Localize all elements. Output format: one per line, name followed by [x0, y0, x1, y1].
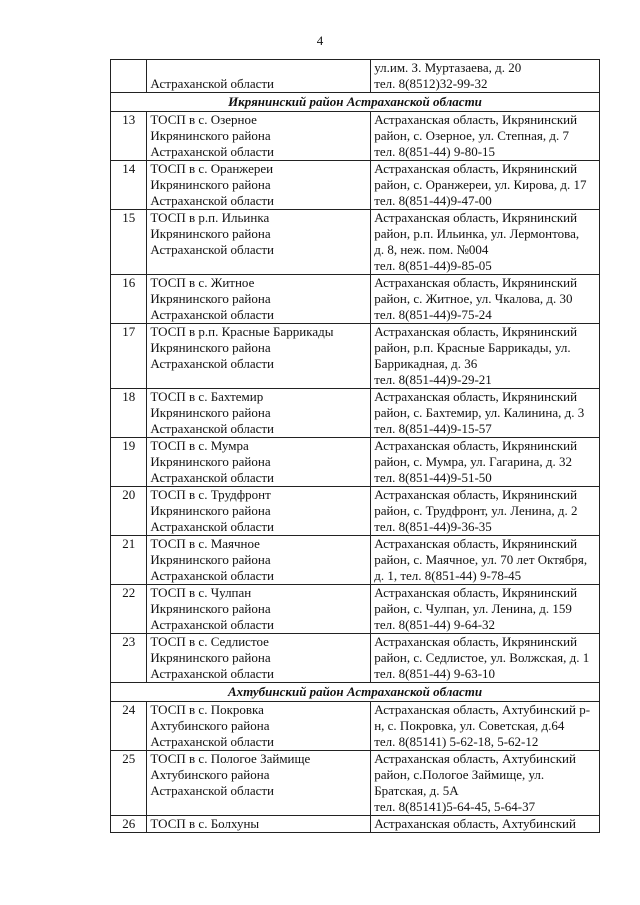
office-address-cell [371, 634, 600, 683]
office-address-cell [371, 210, 600, 275]
office-name-line: Астраханской области [150, 617, 274, 632]
office-address-line: тел. 8(85141) 5-62-18, 5-62-12 [374, 734, 539, 749]
office-address-line: Астраханская область, Икрянинский [374, 487, 578, 502]
office-address-cell [371, 275, 600, 324]
office-name-cell [147, 585, 371, 634]
row-number: 14 [111, 161, 147, 210]
office-address-line: н, с. Покровка, ул. Советская, д.64 [374, 718, 565, 733]
table-row [111, 585, 600, 634]
office-name-line: ТОСП в с. Бахтемир [150, 389, 264, 404]
table-row [111, 275, 600, 324]
row-number: 19 [111, 438, 147, 487]
row-number: 20 [111, 487, 147, 536]
row-number: 15 [111, 210, 147, 275]
office-name-line: ТОСП в с. Трудфронт [150, 487, 271, 502]
office-name-line: Икрянинского района [150, 650, 271, 665]
row-number: 17 [111, 324, 147, 389]
office-name-line: ТОСП в с. Оранжереи [150, 161, 274, 176]
office-address-cell [371, 751, 600, 816]
office-address-cell [371, 389, 600, 438]
office-address-line: район, с. Трудфронт, ул. Ленина, д. 2 [374, 503, 578, 518]
table-row [111, 751, 600, 816]
office-name-line: Икрянинского района [150, 340, 271, 355]
office-name-cell [147, 702, 371, 751]
row-number: 21 [111, 536, 147, 585]
office-address-cell [371, 438, 600, 487]
row-number: 26 [111, 816, 147, 833]
office-address-line: тел. 8(851-44)9-47-00 [374, 193, 492, 208]
office-name-line: Астраханской области [150, 666, 274, 681]
office-address-line: тел. 8(851-44) 9-63-10 [374, 666, 496, 681]
office-name-line: Астраханской области [150, 421, 274, 436]
office-name-line: Астраханской области [150, 568, 274, 583]
row-number: 24 [111, 702, 147, 751]
office-name-line: Астраханской области [150, 144, 274, 159]
office-name-line: Икрянинского района [150, 128, 271, 143]
office-address-line: тел. 8(851-44)9-85-05 [374, 258, 492, 273]
row-number: 16 [111, 275, 147, 324]
office-name-line: ТОСП в с. Покровка [150, 702, 264, 717]
office-name-line: ТОСП в р.п. Ильинка [150, 210, 270, 225]
office-name-cell [147, 275, 371, 324]
office-address-line: район, с. Мумра, ул. Гагарина, д. 32 [374, 454, 572, 469]
office-address-cell [371, 60, 600, 93]
office-name-cell [147, 161, 371, 210]
office-name-cell [147, 438, 371, 487]
office-address-line: район, р.п. Красные Баррикады, ул. [374, 340, 571, 355]
office-name-cell [147, 112, 371, 161]
row-number: 23 [111, 634, 147, 683]
office-address-line: район, с. Оранжереи, ул. Кирова, д. 17 [374, 177, 587, 192]
table-row [111, 60, 600, 93]
office-address-cell [371, 112, 600, 161]
table-row [111, 161, 600, 210]
table-row [111, 438, 600, 487]
table-row [111, 324, 600, 389]
office-name-line: Икрянинского района [150, 503, 271, 518]
office-name-cell [147, 536, 371, 585]
office-name-line: Астраханской области [150, 307, 274, 322]
office-address-cell [371, 161, 600, 210]
office-address-line: тел. 8(851-44) 9-64-32 [374, 617, 496, 632]
office-address-line: Братская, д. 5А [374, 783, 459, 798]
row-number: 25 [111, 751, 147, 816]
office-address-line: тел. 8(8512)32-99-32 [374, 76, 488, 91]
office-address-line: Астраханская область, Икрянинский [374, 536, 578, 551]
office-name-cell [147, 389, 371, 438]
section-title: Ахтубинский район Астраханской области [111, 683, 600, 702]
office-name-line: ТОСП в с. Чулпан [150, 585, 252, 600]
office-address-cell [371, 536, 600, 585]
office-address-cell [371, 585, 600, 634]
office-address-line: ул.им. З. Муртазаева, д. 20 [374, 60, 522, 75]
section-header-row [111, 683, 600, 702]
office-name-cell [147, 210, 371, 275]
office-name-cell [147, 816, 371, 833]
office-address-line: район, с. Седлистое, ул. Волжская, д. 1 [374, 650, 590, 665]
office-address-line: район, с. Житное, ул. Чкалова, д. 30 [374, 291, 573, 306]
table-row [111, 389, 600, 438]
row-number: 18 [111, 389, 147, 438]
office-name-cell [147, 634, 371, 683]
office-name-line: Астраханской области [150, 734, 274, 749]
office-address-line: район, с. Чулпан, ул. Ленина, д. 159 [374, 601, 572, 616]
office-address-line: Астраханская область, Икрянинский [374, 112, 578, 127]
office-name-line: Икрянинского района [150, 177, 271, 192]
office-address-cell [371, 487, 600, 536]
office-name-line: ТОСП в с. Болхуны [150, 816, 260, 831]
office-address-line: Астраханская область, Икрянинский [374, 389, 578, 404]
office-address-line: Астраханская область, Ахтубинский [374, 751, 576, 766]
office-name-line: ТОСП в с. Седлистое [150, 634, 269, 649]
office-name-line: Ахтубинского района [150, 767, 270, 782]
office-name-cell [147, 324, 371, 389]
office-address-line: Астраханская область, Икрянинский [374, 324, 578, 339]
office-address-cell [371, 702, 600, 751]
office-name-line: ТОСП в с. Мумра [150, 438, 249, 453]
office-address-line: тел. 8(851-44)9-51-50 [374, 470, 492, 485]
office-name-line [150, 60, 367, 76]
office-name-line: ТОСП в с. Пологое Займище [150, 751, 311, 766]
office-name-cell [147, 60, 371, 93]
office-address-cell [371, 324, 600, 389]
office-address-line: д. 1, тел. 8(851-44) 9-78-45 [374, 568, 522, 583]
section-title: Икрянинский район Астраханской области [111, 93, 600, 112]
table-row [111, 816, 600, 833]
table-row [111, 536, 600, 585]
office-name-cell [147, 487, 371, 536]
office-address-line: район, р.п. Ильинка, ул. Лермонтова, [374, 226, 580, 241]
office-name-line: Астраханской области [150, 470, 274, 485]
office-address-line: Астраханская область, Икрянинский [374, 161, 578, 176]
office-name-line: ТОСП в с. Житное [150, 275, 255, 290]
office-address-cell [371, 816, 600, 833]
office-address-line: район, с. Бахтемир, ул. Калинина, д. 3 [374, 405, 585, 420]
row-number: 22 [111, 585, 147, 634]
office-address-line: район, с. Озерное, ул. Степная, д. 7 [374, 128, 569, 143]
table-row [111, 210, 600, 275]
table-row [111, 112, 600, 161]
office-name-line: Икрянинского района [150, 291, 271, 306]
office-address-line: тел. 8(851-44)9-75-24 [374, 307, 492, 322]
offices-table [110, 59, 600, 833]
office-name-line: Ахтубинского района [150, 718, 270, 733]
office-address-line: тел. 8(851-44)9-29-21 [374, 372, 492, 387]
row-number [111, 60, 147, 93]
office-name-line: ТОСП в р.п. Красные Баррикады [150, 324, 334, 339]
office-address-line: д. 8, неж. пом. №004 [374, 242, 489, 257]
office-name-line: Икрянинского района [150, 405, 271, 420]
office-address-line: Астраханская область, Ахтубинский р- [374, 702, 591, 717]
table-row [111, 487, 600, 536]
table-row [111, 634, 600, 683]
office-address-line: район, с. Маячное, ул. 70 лет Октября, [374, 552, 588, 567]
office-name-line: Астраханской области [150, 76, 274, 91]
office-address-line: Астраханская область, Икрянинский [374, 634, 578, 649]
office-name-cell [147, 751, 371, 816]
office-address-line: Астраханская область, Ахтубинский [374, 816, 576, 831]
office-name-line: Астраханской области [150, 356, 274, 371]
office-address-line: район, с.Пологое Займище, ул. [374, 767, 545, 782]
office-name-line: ТОСП в с. Озерное [150, 112, 257, 127]
office-name-line: Икрянинского района [150, 552, 271, 567]
section-header-row [111, 93, 600, 112]
page-number: 4 [316, 33, 324, 48]
office-address-line: Астраханская область, Икрянинский [374, 275, 578, 290]
office-address-line: тел. 8(851-44) 9-80-15 [374, 144, 496, 159]
office-address-line: тел. 8(851-44)9-15-57 [374, 421, 492, 436]
office-name-line: Астраханской области [150, 783, 274, 798]
offices-table-body [111, 60, 600, 833]
office-address-line: тел. 8(851-44)9-36-35 [374, 519, 492, 534]
office-name-line: ТОСП в с. Маячное [150, 536, 260, 551]
office-name-line: Астраханской области [150, 242, 274, 257]
office-address-line: Астраханская область, Икрянинский [374, 585, 578, 600]
office-name-line: Икрянинского района [150, 454, 271, 469]
office-name-line: Астраханской области [150, 193, 274, 208]
row-number: 13 [111, 112, 147, 161]
office-address-line: Астраханская область, Икрянинский [374, 210, 578, 225]
office-name-line: Икрянинского района [150, 601, 271, 616]
office-address-line: Астраханская область, Икрянинский [374, 438, 578, 453]
office-name-line: Икрянинского района [150, 226, 271, 241]
office-address-line: Баррикадная, д. 36 [374, 356, 478, 371]
table-row [111, 702, 600, 751]
office-address-line: тел. 8(85141)5-64-45, 5-64-37 [374, 799, 536, 814]
office-name-line: Астраханской области [150, 519, 274, 534]
